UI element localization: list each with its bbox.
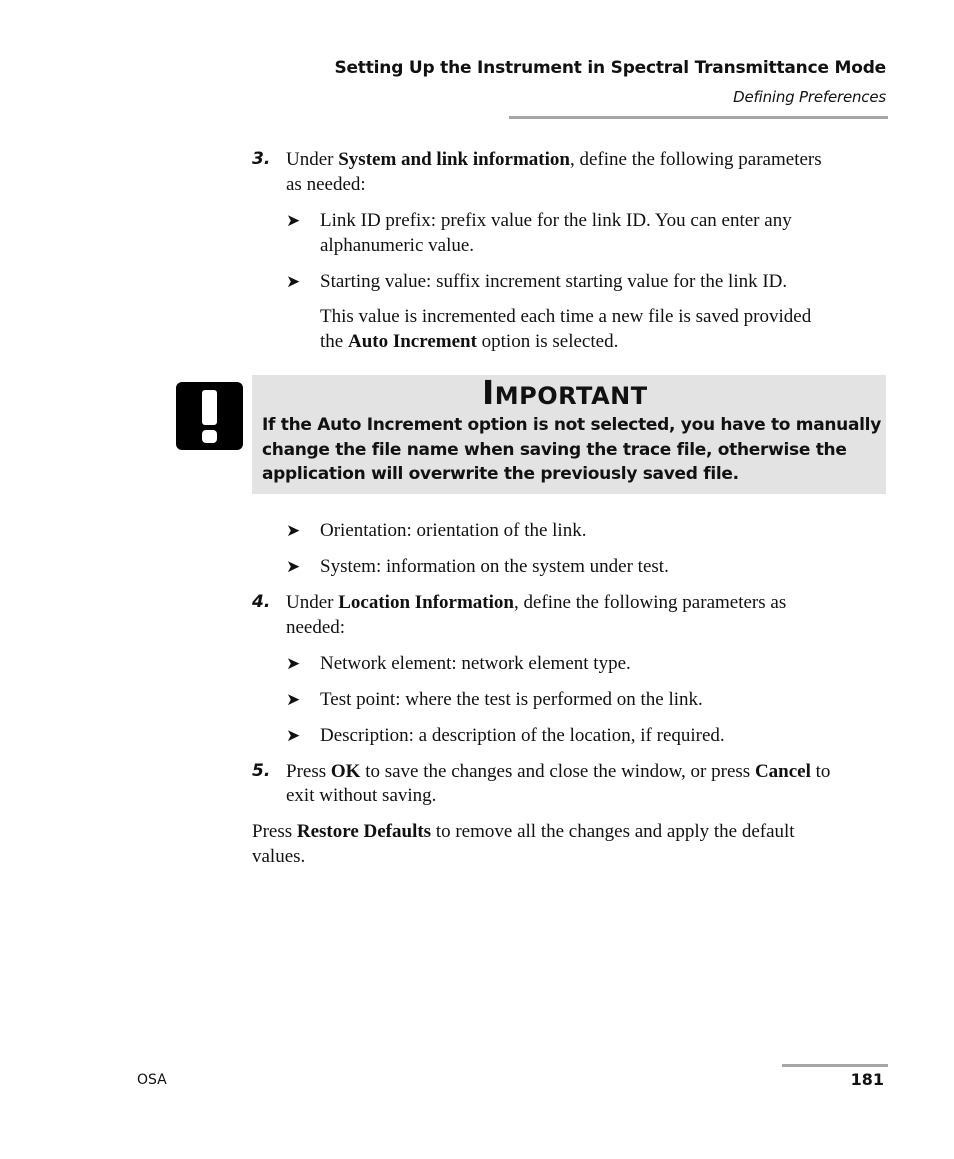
title-rest: MPORTANT xyxy=(494,382,648,410)
important-text: change the file name when saving the trace file, otherwise the xyxy=(262,440,847,460)
bullet-arrow-icon: ➤ xyxy=(286,690,301,710)
closing-text: values. xyxy=(252,846,306,867)
header-rule xyxy=(509,116,888,119)
running-header-title: Setting Up the Instrument in Spectral Transmittance Mode xyxy=(334,58,886,78)
step-text: exit without saving. xyxy=(286,785,437,806)
text: the xyxy=(320,331,348,352)
title-initial: I xyxy=(482,373,495,412)
text: to save the changes and close the window, or press xyxy=(360,761,755,782)
bold-term: Location Information xyxy=(338,592,514,613)
footer-rule xyxy=(782,1064,888,1067)
list-item: System: information on the system under test. xyxy=(320,556,669,577)
list-item: Test point: where the test is performed on the link. xyxy=(320,689,703,710)
text: to xyxy=(810,761,831,782)
bullet-arrow-icon: ➤ xyxy=(286,211,301,231)
list-item: Network element: network element type. xyxy=(320,653,631,674)
step-text xyxy=(286,147,822,172)
step-text xyxy=(286,759,830,784)
text: option is selected. xyxy=(476,331,619,352)
bold-term: Cancel xyxy=(754,761,811,782)
bullet-arrow-icon: ➤ xyxy=(286,726,301,746)
important-title xyxy=(482,375,648,411)
footer-product: OSA xyxy=(137,1072,167,1088)
text: , define the following parameters xyxy=(569,149,822,170)
bullet-arrow-icon: ➤ xyxy=(286,654,301,674)
bullet-arrow-icon: ➤ xyxy=(286,272,301,292)
bold-term: System and link information xyxy=(338,149,570,170)
list-item: Link ID prefix: prefix value for the link ID. You can enter any xyxy=(320,210,792,231)
step-text xyxy=(286,590,786,615)
text: , define the following parameters as xyxy=(513,592,787,613)
bold-term: Restore Defaults xyxy=(296,821,432,842)
running-header-subtitle: Defining Preferences xyxy=(733,88,886,106)
step-number: 5. xyxy=(252,761,271,781)
exclamation-bar xyxy=(202,390,217,425)
exclamation-icon xyxy=(176,382,243,450)
note-text: This value is incremented each time a new file is saved provided xyxy=(320,306,812,327)
text: to remove all the changes and apply the default xyxy=(431,821,795,842)
important-text: application will overwrite the previously saved file. xyxy=(262,464,739,484)
text: Under xyxy=(286,149,339,170)
bullet-arrow-icon: ➤ xyxy=(286,557,301,577)
list-item: alphanumeric value. xyxy=(320,235,475,256)
bold-term: OK xyxy=(330,761,361,782)
bullet-arrow-icon: ➤ xyxy=(286,521,301,541)
step-text: as needed: xyxy=(286,174,366,195)
important-text: If the Auto Increment option is not selected, you have to manually xyxy=(262,415,881,435)
text: Press xyxy=(286,761,331,782)
closing-text xyxy=(252,819,795,844)
step-number: 4. xyxy=(252,592,271,612)
list-item: Orientation: orientation of the link. xyxy=(320,520,587,541)
text: Press xyxy=(252,821,297,842)
note-text xyxy=(320,329,618,354)
list-item: Starting value: suffix increment starting value for the link ID. xyxy=(320,271,788,292)
step-number: 3. xyxy=(252,149,271,169)
page-number: 181 xyxy=(850,1070,884,1089)
step-text: needed: xyxy=(286,617,346,638)
text: Under xyxy=(286,592,339,613)
exclamation-dot xyxy=(202,430,217,443)
bold-term: Auto Increment xyxy=(347,331,477,352)
list-item: Description: a description of the location, if required. xyxy=(320,725,725,746)
